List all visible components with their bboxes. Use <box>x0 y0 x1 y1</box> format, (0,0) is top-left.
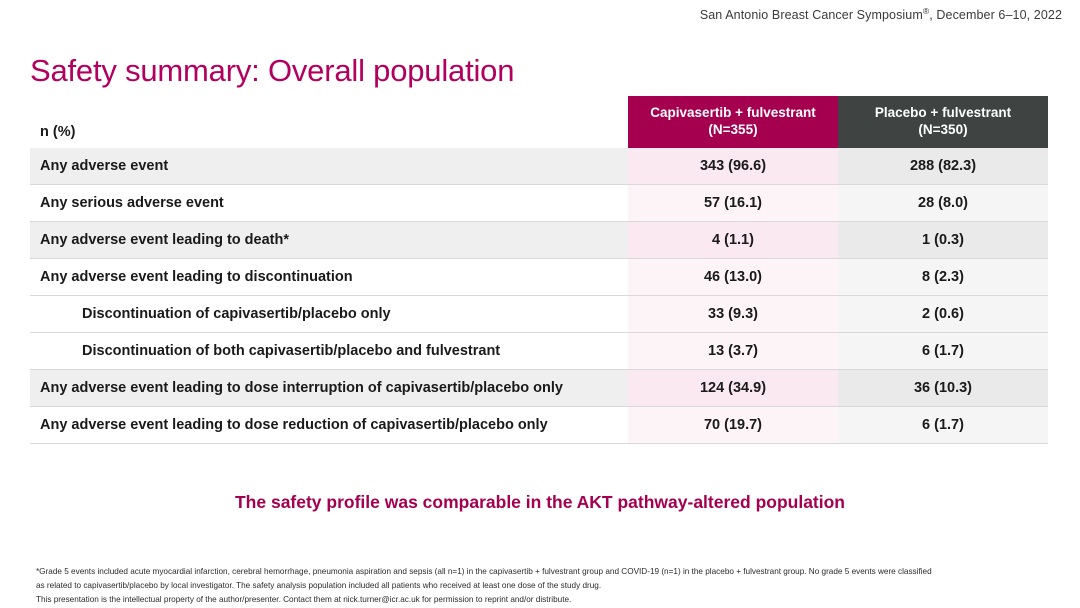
row-value-placebo: 28 (8.0) <box>838 184 1048 221</box>
row-value-capivasertib: 13 (3.7) <box>628 332 838 369</box>
table-row <box>30 332 1048 369</box>
safety-summary-table <box>30 96 1048 444</box>
row-value-capivasertib: 70 (19.7) <box>628 406 838 443</box>
row-value-capivasertib: 33 (9.3) <box>628 295 838 332</box>
row-value-placebo: 1 (0.3) <box>838 221 1048 258</box>
row-value-placebo: 2 (0.6) <box>838 295 1048 332</box>
row-value-placebo: 36 (10.3) <box>838 369 1048 406</box>
row-label: Any adverse event leading to dose reduction of capivasertib/placebo only <box>30 406 628 443</box>
column-header-capivasertib <box>628 96 838 148</box>
row-value-capivasertib: 124 (34.9) <box>628 369 838 406</box>
conference-header <box>700 6 1062 22</box>
column-header-placebo-name: Placebo + fulvestrant <box>874 105 1012 120</box>
row-value-placebo: 6 (1.7) <box>838 332 1048 369</box>
registered-mark-icon: ® <box>922 6 930 16</box>
safety-summary-table-container <box>30 96 1048 444</box>
row-value-capivasertib: 343 (96.6) <box>628 148 838 185</box>
footnotes <box>36 566 1046 608</box>
row-label: Any adverse event leading to death* <box>30 221 628 258</box>
row-label: Discontinuation of both capivasertib/placebo and fulvestrant <box>30 332 628 369</box>
row-value-placebo: 6 (1.7) <box>838 406 1048 443</box>
column-header-placebo <box>838 96 1048 148</box>
table-row <box>30 369 1048 406</box>
row-value-placebo: 8 (2.3) <box>838 258 1048 295</box>
column-header-capivasertib-name: Capivasertib + fulvestrant <box>650 105 816 120</box>
row-value-capivasertib: 57 (16.1) <box>628 184 838 221</box>
table-header <box>30 96 1048 148</box>
table-row <box>30 148 1048 185</box>
row-value-capivasertib: 46 (13.0) <box>628 258 838 295</box>
row-label: Any serious adverse event <box>30 184 628 221</box>
row-value-placebo: 288 (82.3) <box>838 148 1048 185</box>
footnote-line-2: as related to capivasertib/placebo by local investigator. The safety analysis population included all patients who received at least one dose of the study drug. <box>36 581 602 591</box>
footnote-line-3: This presentation is the intellectual property of the author/presenter. Contact them at nick.turner@icr.ac.uk for permission to reprint and/or distribute. <box>36 595 572 605</box>
row-label: Any adverse event <box>30 148 628 185</box>
page-title: Safety summary: Overall population <box>30 52 515 88</box>
table-row <box>30 295 1048 332</box>
key-takeaway: The safety profile was comparable in the AKT pathway-altered population <box>234 492 845 512</box>
column-header-label: n (%) <box>30 96 628 148</box>
conference-dates: , December 6–10, 2022 <box>929 8 1062 23</box>
row-label: Any adverse event leading to dose interruption of capivasertib/placebo only <box>30 369 628 406</box>
table-row <box>30 184 1048 221</box>
table-row <box>30 406 1048 443</box>
conference-name: San Antonio Breast Cancer Symposium <box>699 8 923 23</box>
footnote-line-1: *Grade 5 events included acute myocardial infarction, cerebral hemorrhage, pneumonia aspiration and sepsis (all n=1) in the capivasertib + fulvestrant group and COVID-19 (n=1) in the placebo + fulvestrant group. No grade 5 events were classified <box>36 567 932 576</box>
table-row <box>30 221 1048 258</box>
table-body <box>30 148 1048 444</box>
column-header-placebo-n: (N=350) <box>918 121 968 137</box>
row-label: Discontinuation of capivasertib/placebo only <box>30 295 628 332</box>
row-label: Any adverse event leading to discontinuation <box>30 258 628 295</box>
table-row <box>30 258 1048 295</box>
row-value-capivasertib: 4 (1.1) <box>628 221 838 258</box>
column-header-capivasertib-n: (N=355) <box>708 121 758 137</box>
